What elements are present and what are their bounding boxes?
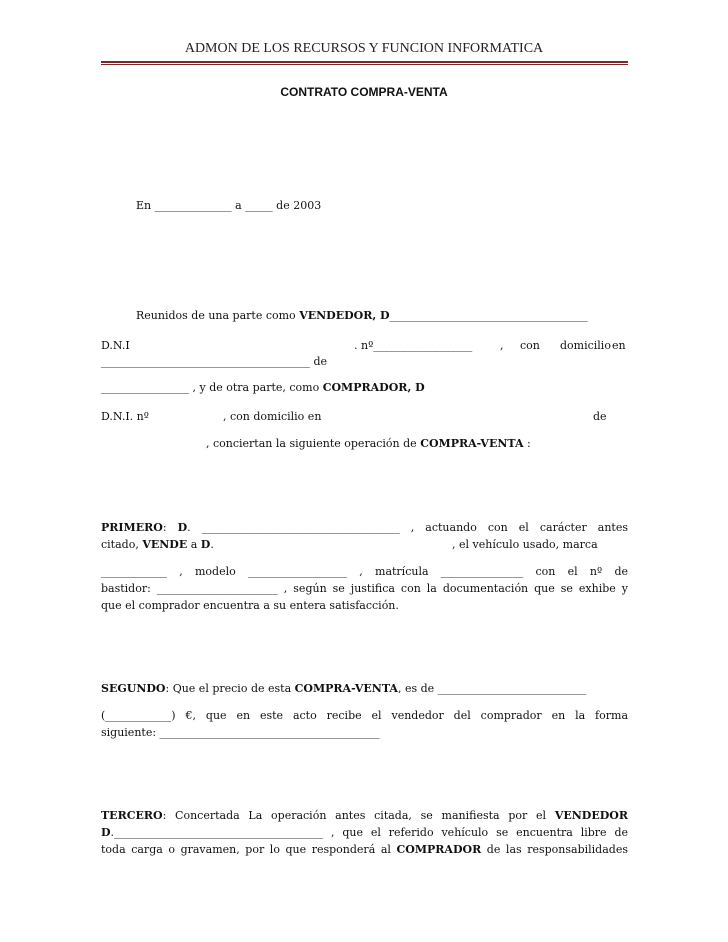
segundo-compraventa: COMPRA-VENTA — [294, 682, 398, 695]
conciertan-line — [206, 437, 531, 451]
domicilio-blank-line: ______________________________________ de — [101, 355, 328, 368]
primero-line-2 — [101, 538, 214, 552]
date-line: En ______________ a _____ de 2003 — [136, 199, 322, 212]
primero-a: a — [187, 538, 201, 551]
vende-label: VENDE — [142, 538, 188, 551]
otra-parte-text: ________________ , y de otra parte, como — [101, 381, 323, 394]
header-rule-thin — [101, 64, 628, 65]
dni-con: con — [520, 339, 540, 352]
reunidos-text: Reunidos de una parte como — [136, 309, 300, 322]
tercero-text-1: : Concertada La operación antes citada, se manifiesta por el — [162, 809, 555, 822]
domicilio-comprador-label: , con domicilio en — [223, 410, 322, 423]
de-label: de — [593, 410, 607, 423]
compraventa-label: COMPRA-VENTA — [420, 437, 524, 450]
tercero-text-4: de las responsabilidades — [481, 843, 628, 856]
tercero-comprador: COMPRADOR — [396, 843, 482, 856]
dni-number: . nº__________________ — [354, 339, 473, 352]
tercero-text-2: .______________________________________ , que el referido vehículo se encuentra libre de — [110, 826, 628, 839]
tercero-text-3: toda carga o gravamen, por lo que responderá al — [101, 843, 397, 856]
primero-marca: , el vehículo usado, marca — [452, 538, 598, 551]
header-rule-thick — [101, 61, 628, 63]
dni-comprador-label: D.N.I. nº — [101, 410, 149, 423]
tercero-line-2 — [101, 826, 628, 840]
primero-line-1 — [101, 521, 628, 535]
segundo-line-1 — [101, 682, 586, 696]
segundo-line-2: (____________) €, que en este acto recibe el vendedor del comprador en la forma — [101, 709, 628, 722]
dni-domicilio: domicilio — [560, 339, 611, 352]
primero-d: D — [177, 521, 188, 534]
running-header: ADMON DE LOS RECURSOS Y FUNCION INFORMATICA — [184, 41, 544, 56]
primero-citado: citado, — [101, 538, 143, 551]
tercero-line-1 — [101, 809, 628, 823]
colon-text: : — [523, 437, 531, 450]
segundo-text-1: : Que el precio de esta — [165, 682, 295, 695]
reunidos-line — [136, 309, 588, 323]
tercero-d: D — [101, 826, 111, 839]
conciertan-text: , conciertan la siguiente operación de — [206, 437, 421, 450]
segundo-label: SEGUNDO — [101, 682, 166, 695]
tercero-line-3 — [101, 843, 628, 857]
dni-comma: , — [500, 339, 504, 352]
primero-label: PRIMERO — [101, 521, 163, 534]
primero-period: . — [210, 538, 214, 551]
document-title: CONTRATO COMPRA-VENTA — [280, 85, 448, 99]
dni-en: en — [612, 339, 626, 352]
vendedor-label: VENDEDOR, D — [299, 309, 390, 322]
primero-d-2: D — [200, 538, 211, 551]
primero-line-5: que el comprador encuentra a su entera satisfacción. — [101, 599, 399, 612]
primero-line-3: ____________ , modelo __________________ , matrícula _______________ con el nº de — [101, 565, 628, 578]
tercero-vendedor: VENDEDOR — [554, 809, 628, 822]
comprador-line — [101, 381, 425, 395]
vendedor-blank: ____________________________________ — [389, 309, 588, 322]
segundo-text-2: , es de ___________________________ — [397, 682, 587, 695]
primero-colon: : — [162, 521, 178, 534]
primero-line-4: bastidor: ______________________ , según se justifica con la documentación que se exhibe y — [101, 582, 628, 595]
segundo-line-3: siguiente: ________________________________________ — [101, 726, 380, 739]
comprador-label: COMPRADOR, D — [322, 381, 425, 394]
tercero-label: TERCERO — [101, 809, 163, 822]
primero-text-1: . ____________________________________ , actuando con el carácter antes — [187, 521, 629, 534]
dni-label: D.N.I — [101, 339, 130, 352]
